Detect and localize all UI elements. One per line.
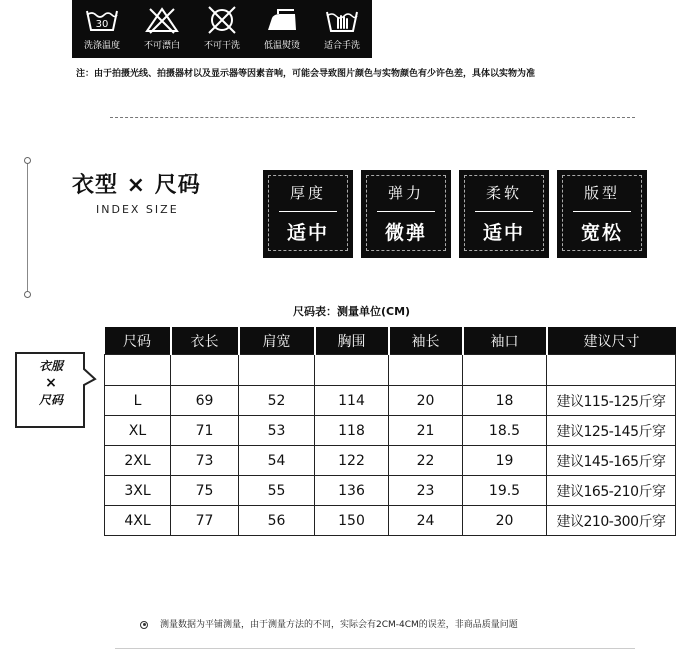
table-row (105, 416, 676, 446)
cell: 建议125-145斤穿 (547, 416, 676, 446)
cell: 22 (389, 446, 463, 476)
size-table-title: 尺码表：测量单位(CM) (293, 305, 411, 318)
cell: 114 (315, 386, 389, 416)
care-label: 不可干洗 (203, 41, 240, 51)
table-header-row (105, 327, 676, 355)
header-size: 尺码 (105, 327, 171, 355)
measurement-footnote (140, 617, 518, 630)
callout-line: 尺码 (38, 393, 63, 407)
cell: 18.5 (463, 416, 547, 446)
cell: 19 (463, 446, 547, 476)
cell: 136 (315, 476, 389, 506)
header-chest: 胸围 (315, 327, 389, 355)
cell: XL (105, 416, 171, 446)
section-title: 衣型 × 尺码 (72, 173, 201, 198)
cell: 3XL (105, 476, 171, 506)
cell: 53 (239, 416, 315, 446)
care-item-wash-temp (72, 0, 132, 51)
size-table (104, 327, 676, 536)
target-bullet-icon (140, 621, 148, 629)
wash-temp-number: 30 (95, 19, 109, 30)
decoration-dot (24, 157, 31, 164)
attribute-value: 适中 (286, 221, 329, 244)
cell: 18 (463, 386, 547, 416)
cell: 建议145-165斤穿 (547, 446, 676, 476)
header-length: 衣长 (171, 327, 239, 355)
attribute-softness (459, 170, 549, 258)
care-label: 洗涤温度 (83, 41, 120, 51)
care-item-no-dry-clean (192, 0, 252, 51)
cell: 118 (315, 416, 389, 446)
cell: 54 (239, 446, 315, 476)
attribute-name: 厚度 (289, 183, 326, 202)
cell: 52 (239, 386, 315, 416)
cell: 73 (171, 446, 239, 476)
table-row (105, 446, 676, 476)
vertical-decoration-line (27, 162, 28, 294)
care-item-no-bleach (132, 0, 192, 51)
care-item-low-iron (252, 0, 312, 51)
no-bleach-icon (144, 6, 180, 34)
hand-wash-icon (324, 6, 360, 34)
table-row (105, 386, 676, 416)
wash-30-icon (84, 6, 120, 34)
cell: 21 (389, 416, 463, 446)
care-instructions-bar (72, 0, 372, 58)
attribute-elasticity (361, 170, 451, 258)
cell: 20 (463, 506, 547, 536)
table-row (105, 506, 676, 536)
header-cuff: 袖口 (463, 327, 547, 355)
cell: 建议210-300斤穿 (547, 506, 676, 536)
table-row (105, 476, 676, 506)
footnote-text: 测量数据为平铺测量，由于测量方法的不同，实际会有2CM-4CM的误差，非商品质量问题 (160, 620, 518, 630)
section-subtitle: INDEX SIZE (96, 203, 179, 216)
bottom-divider (115, 648, 635, 649)
attribute-name: 版型 (583, 183, 620, 202)
table-row-blank (105, 355, 676, 386)
attribute-thickness (263, 170, 353, 258)
cell: 建议115-125斤穿 (547, 386, 676, 416)
care-item-hand-wash (312, 0, 372, 51)
cell: 122 (315, 446, 389, 476)
callout-line: 衣服 (38, 359, 63, 373)
cell: 71 (171, 416, 239, 446)
cell: 77 (171, 506, 239, 536)
cell: 75 (171, 476, 239, 506)
cell: 56 (239, 506, 315, 536)
header-shoulder: 肩宽 (239, 327, 315, 355)
callout-text (14, 358, 88, 409)
cell: 150 (315, 506, 389, 536)
cell: 69 (171, 386, 239, 416)
cell: 2XL (105, 446, 171, 476)
header-sleeve-length: 袖长 (389, 327, 463, 355)
attribute-value: 适中 (482, 221, 525, 244)
low-iron-icon (264, 6, 300, 34)
care-label: 适合手洗 (323, 41, 360, 51)
color-disclaimer-note: 注：由于拍摄光线、拍摄器材以及显示器等因素音响，可能会导致图片颜色与实物颜色有少许色差，具体以实物为准 (76, 69, 536, 79)
attribute-name: 柔软 (485, 183, 522, 202)
callout-line: × (45, 375, 57, 391)
cell: 建议165-210斤穿 (547, 476, 676, 506)
decoration-dot (24, 291, 31, 298)
attribute-value: 宽松 (580, 221, 623, 244)
attribute-fit (557, 170, 647, 258)
cell: L (105, 386, 171, 416)
care-label: 不可漂白 (143, 41, 180, 51)
cell: 19.5 (463, 476, 547, 506)
care-label: 低温熨烫 (263, 41, 300, 51)
header-recommended: 建议尺寸 (547, 327, 676, 355)
divider (110, 117, 635, 118)
attribute-value: 微弹 (384, 221, 427, 244)
no-dry-clean-icon (204, 6, 240, 34)
attribute-name: 弹力 (387, 183, 424, 202)
cell: 24 (389, 506, 463, 536)
cell: 55 (239, 476, 315, 506)
cell: 20 (389, 386, 463, 416)
cell: 4XL (105, 506, 171, 536)
cell: 23 (389, 476, 463, 506)
